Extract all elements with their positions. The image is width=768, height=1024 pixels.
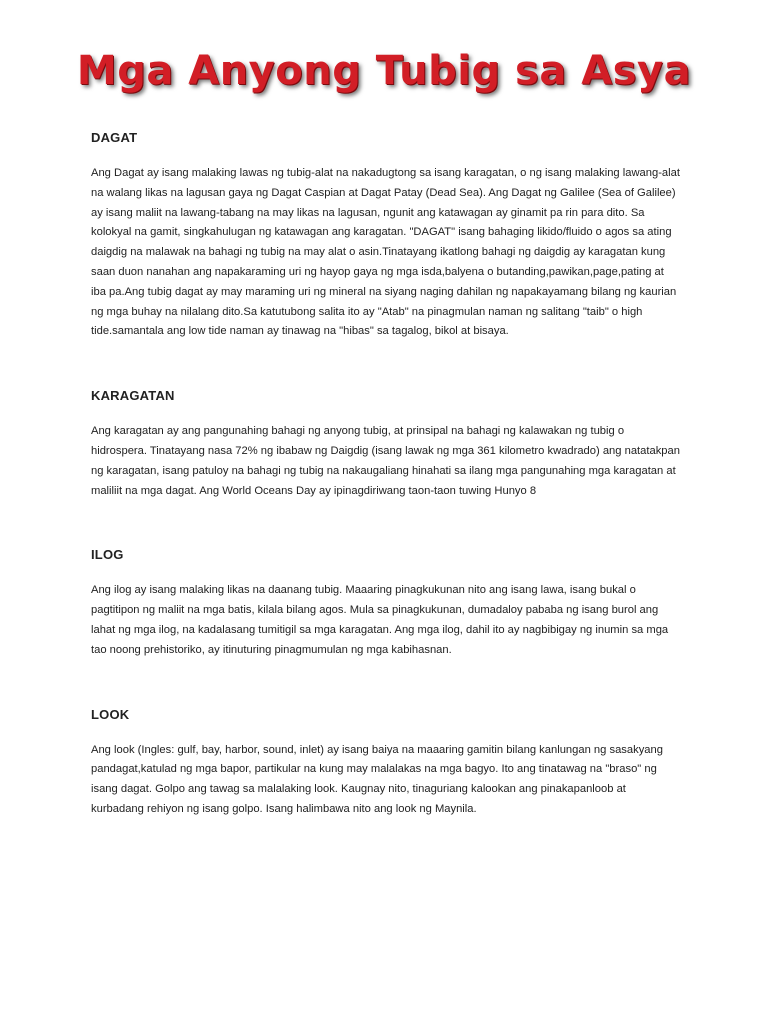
section-ilog <box>91 545 681 660</box>
section-heading-look: LOOK <box>91 706 130 722</box>
page-title: Mga Anyong Tubig sa Asya <box>76 48 692 94</box>
section-heading-karagatan: KARAGATAN <box>91 388 175 404</box>
section-body-karagatan: Ang karagatan ay ang pangunahing bahagi ng anyong tubig, at prinsipal na bahagi ng kalawakan ng tubig o hidrospera. Tinatayang nasa 72% ng ibabaw ng Daigdig (isang lawak ng mga 361 kilometro kwadrado) ang natatakpan ng karagatan, isang patuloy na bahagi ng tubig na nakaugaliang hinahati sa ilang mga pangunahing mga karagatan at maliliit na mga dagat. Ang World Oceans Day ay ipinagdiriwang taon-taon tuwing Hunyo 8 <box>91 425 680 497</box>
section-body-dagat: Ang Dagat ay isang malaking lawas ng tubig-alat na nakadugtong sa isang karagatan, o ng isang malaking lawang-alat na walang likas na lagusan gaya ng Dagat Caspian at Dagat Patay (Dead Sea). Ang Dagat ng Galilee (Sea of Galilee) ay isang maliit na lawang-tabang na may likas na lagusan, ngunit ang katawagan ay ginamit pa rin para dito. Sa kolokyal na gamit, singkahulugan ng katawagan ang karagatan. "DAGAT" isang bahaging likido/fluido o agos sa ating daigdig na malawak na bahagi ng tubig na may alat o asin.Tinatayang ikatlong bahagi ng daigdig ay karagatan kung saan duon nanahan ang napakaraming uri ng hayop gaya ng mga isda,balyena o butanding,pawikan,page,pating at iba pa.Ang tubig dagat ay may maraming uri ng mineral na siyang naging dahilan ng napakayamang bilang ng kaurian ng mga buhay na nilalang dito.Sa katutubong salita ito ay "Atab" na pinagmulan naman ng salitang "taib" o high tide.samantala ang low tide naman ay tinawag na "hibas" sa tagalog, bikol at bisaya. <box>91 167 680 338</box>
document-body <box>91 128 681 820</box>
section-body-ilog: Ang ilog ay isang malaking likas na daanang tubig. Maaaring pinagkukunan nito ang isang lawa, isang bukal o pagtitipon ng maliit na mga batis, kilala bilang agos. Mula sa pinagkukunan, dumadaloy pababa ng isang burol ang lahat ng mga ilog, na kadalasang tumitigil sa mga karagatan. Ang mga ilog, dahil ito ay nagbibigay ng inumin sa mga tao noong prehistoriko, ay itinuturing pinagmumulan ng mga kabihasnan. <box>91 584 669 656</box>
section-karagatan <box>91 386 681 501</box>
section-body-look: Ang look (Ingles: gulf, bay, harbor, sound, inlet) ay isang baiya na maaaring gamitin bilang kanlungan ng sasakyang pandagat,katulad ng mga bapor, partikular na kung may malalakas na mga bagyo. Ito ang tinatawag na "braso" ng isang dagat. Golpo ang tawag sa malalaking look. Kaugnay nito, tinaguriang kalookan ang pinakapanloob at kurbadang rehiyon ng isang golpo. Isang halimbawa nito ang look ng Maynila. <box>91 743 663 815</box>
section-heading-dagat: DAGAT <box>91 130 138 145</box>
section-heading-ilog: ILOG <box>91 547 124 563</box>
section-look <box>91 705 681 820</box>
section-dagat <box>91 128 681 342</box>
